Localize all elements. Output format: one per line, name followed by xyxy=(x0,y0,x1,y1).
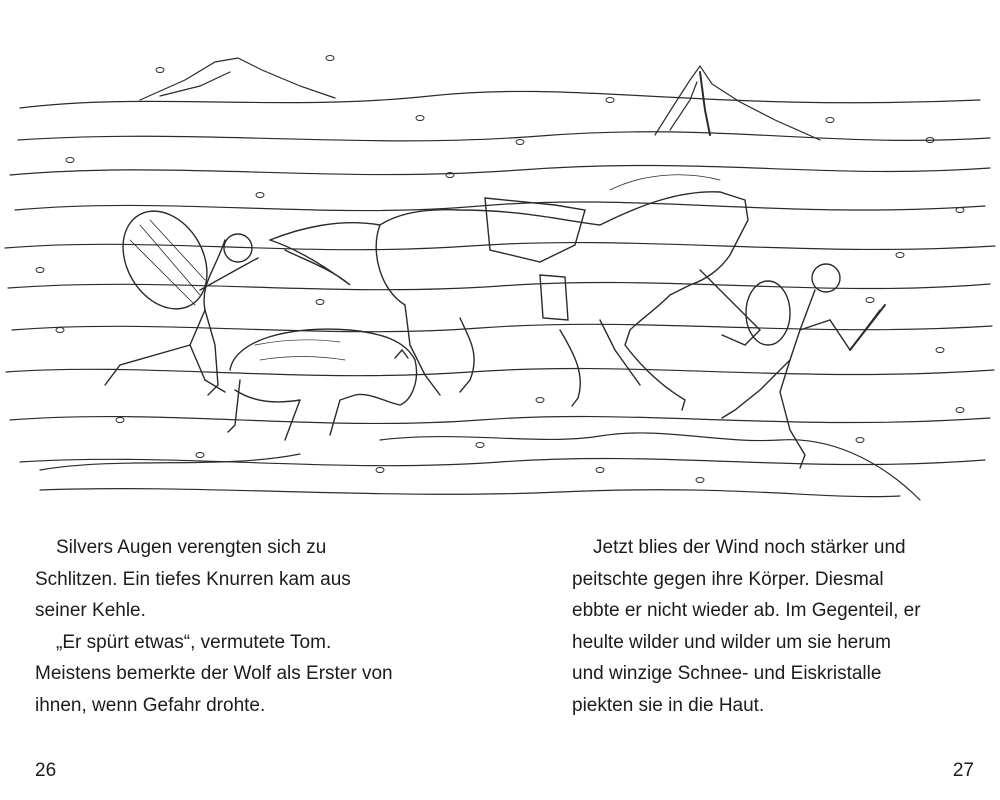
page-number-left: 26 xyxy=(35,760,57,781)
right-paragraph-1 xyxy=(572,532,972,721)
text-line: Silvers Augen verengten sich zu xyxy=(56,537,327,558)
text-line: „Er spürt etwas“, vermutete Tom. xyxy=(56,631,332,653)
text-line: ihnen, wenn Gefahr drohte. xyxy=(35,694,266,716)
text-line: ebbte er nicht wieder ab. Im Gegenteil, er xyxy=(572,600,921,621)
text-line: Jetzt blies der Wind noch stärker und xyxy=(593,537,906,558)
left-page-text xyxy=(35,532,455,721)
traveler-left xyxy=(105,196,258,395)
left-paragraph-2 xyxy=(35,627,455,722)
text-line: Meistens bemerkte der Wolf als Erster von xyxy=(35,663,393,684)
page-number-right: 27 xyxy=(952,760,974,781)
text-line: Schlitzen. Ein tiefes Knurren kam aus xyxy=(35,568,351,590)
text-line: seiner Kehle. xyxy=(35,600,146,621)
right-page-text xyxy=(572,532,972,721)
mountain-right xyxy=(655,66,820,140)
text-line: peitschte gegen ihre Körper. Diesmal xyxy=(572,568,884,590)
text-line: und winzige Schnee- und Eiskristalle xyxy=(572,663,882,684)
left-paragraph-1 xyxy=(35,532,455,627)
text-line: heulte wilder und wilder um sie herum xyxy=(572,631,891,653)
text-line: piekten sie in die Haut. xyxy=(572,694,765,716)
